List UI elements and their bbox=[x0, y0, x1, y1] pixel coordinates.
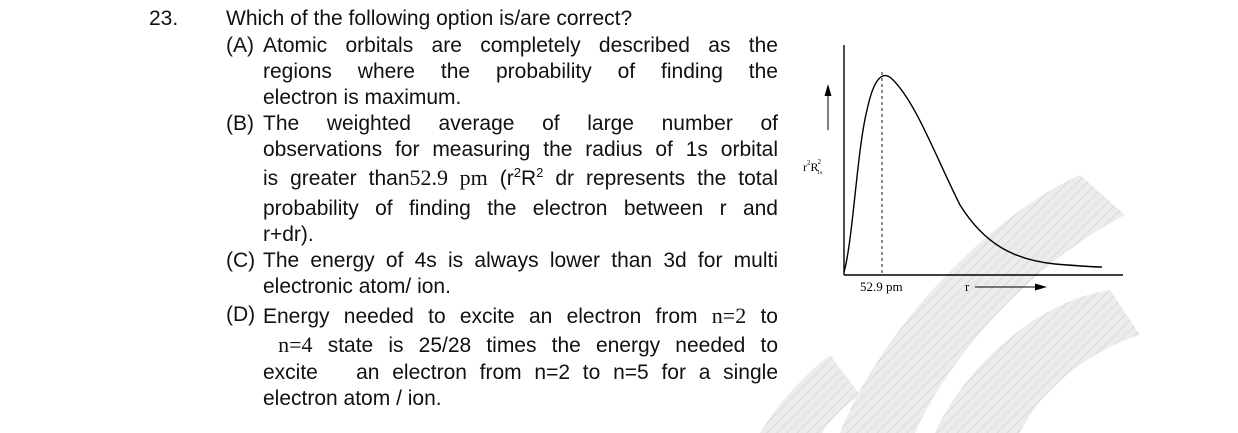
peak-radius-label: 52.9 pm bbox=[860, 279, 903, 294]
option-c-text bbox=[263, 248, 778, 300]
option-d bbox=[226, 302, 778, 412]
option-c-line: electronic atom/ ion. bbox=[263, 275, 451, 298]
option-a-text bbox=[263, 33, 778, 111]
option-d-text bbox=[263, 302, 778, 412]
option-d-text-part: state is 25/28 times the energy needed to bbox=[312, 334, 778, 357]
y-arrow-head bbox=[825, 84, 832, 96]
option-d-line: electron atom / ion. bbox=[263, 387, 442, 410]
option-a-label: (A) bbox=[226, 34, 254, 57]
option-b-text-part: is greater than bbox=[263, 167, 410, 190]
option-c-line: The energy of 4s is always lower than 3d for multi bbox=[263, 249, 778, 272]
quantum-number: n=2 bbox=[711, 303, 747, 328]
option-b-text-part: dr represents the total bbox=[543, 167, 778, 190]
question-stem: Which of the following option is/are correct? bbox=[226, 7, 633, 30]
option-a bbox=[226, 33, 778, 111]
option-a-line: electron is maximum. bbox=[263, 86, 462, 109]
option-b-line: r+dr). bbox=[263, 223, 314, 246]
option-d-line: excite an electron from n=2 to n=5 for a single bbox=[263, 361, 778, 384]
superscript: 2 bbox=[513, 165, 521, 180]
option-b-text-part: R bbox=[520, 167, 537, 190]
option-d-line bbox=[263, 302, 778, 331]
option-b-text-part: (r bbox=[499, 167, 514, 190]
option-a-line: regions where the probability of finding the bbox=[263, 60, 778, 83]
option-d-text-part: Energy needed to excite an electron from bbox=[263, 305, 712, 328]
x-arrow-head bbox=[1035, 284, 1047, 291]
option-b-line bbox=[263, 163, 778, 194]
x-axis-label: r bbox=[965, 279, 970, 294]
options-list bbox=[226, 33, 778, 412]
option-b bbox=[226, 111, 778, 248]
radial-probability-graph bbox=[795, 40, 1130, 300]
quantum-number: n=4 bbox=[278, 332, 313, 357]
option-b-text bbox=[263, 111, 778, 248]
option-d-text-part: to bbox=[746, 305, 778, 328]
distribution-curve bbox=[844, 76, 1102, 272]
option-b-line: The weighted average of large number of bbox=[263, 112, 778, 135]
y-axis-label: $r^2R2$ 1s bbox=[803, 158, 823, 176]
superscript: 2 bbox=[536, 165, 544, 180]
option-b-line: probability of finding the electron between r and bbox=[263, 197, 778, 220]
option-a-line: Atomic orbitals are completely described as the bbox=[263, 34, 778, 57]
option-c bbox=[226, 248, 778, 300]
option-b-line: observations for measuring the radius of 1s orbital bbox=[263, 138, 778, 161]
option-c-label: (C) bbox=[226, 249, 256, 272]
question-number: 23. bbox=[149, 7, 179, 30]
option-b-label: (B) bbox=[226, 112, 254, 135]
option-d-label: (D) bbox=[226, 303, 256, 326]
radius-value: 52.9 pm bbox=[409, 165, 488, 190]
option-d-line bbox=[263, 331, 778, 360]
